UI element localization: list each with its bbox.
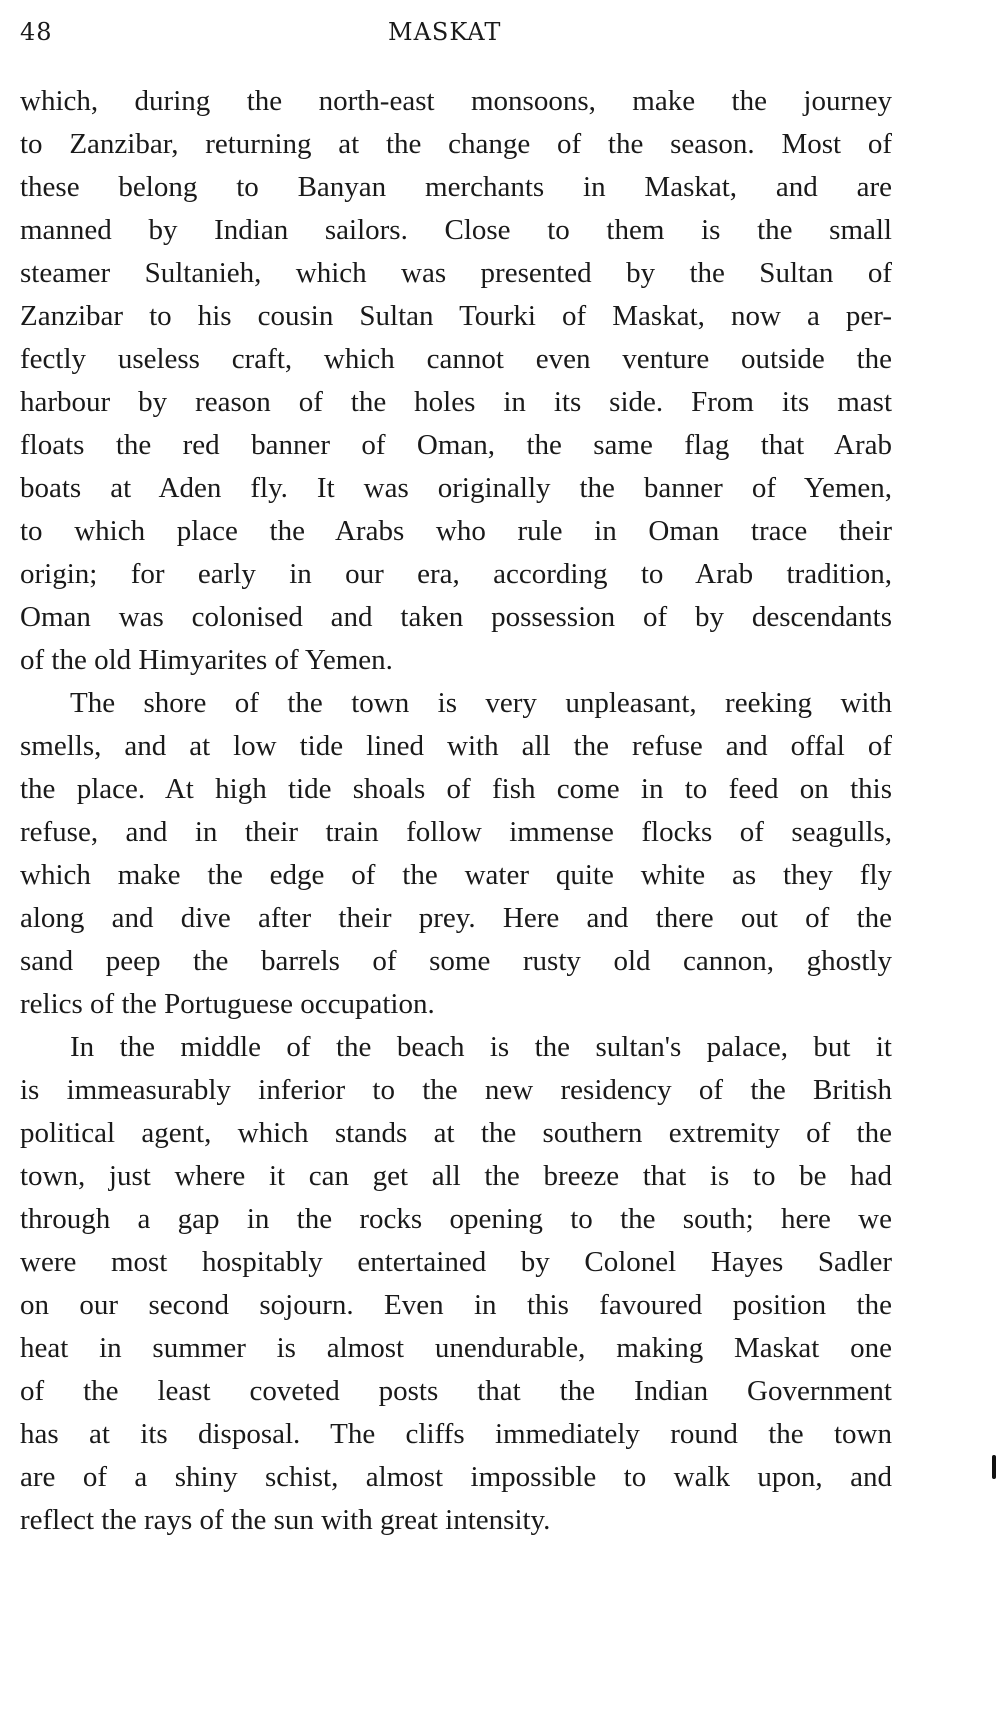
- text-line: political agent, which stands at the southern extremity of the: [20, 1117, 892, 1149]
- text-line: relics of the Portuguese occupation.: [20, 988, 435, 1020]
- text-line: the place. At high tide shoals of fish come in to feed on this: [20, 773, 892, 805]
- text-line: manned by Indian sailors. Close to them is the small: [20, 214, 892, 246]
- text-line: reflect the rays of the sun with great intensity.: [20, 1504, 551, 1536]
- text-line: to which place the Arabs who rule in Oman trace their: [20, 515, 892, 547]
- text-line: Zanzibar to his cousin Sultan Tourki of Maskat, now a per-: [20, 300, 892, 332]
- text-line: Oman was colonised and taken possession of by descendants: [20, 601, 892, 633]
- paragraph-3: [20, 1026, 892, 1542]
- text-line: of the least coveted posts that the Indian Government: [20, 1375, 892, 1407]
- text-line: of the old Himyarites of Yemen.: [20, 644, 393, 676]
- text-line: is immeasurably inferior to the new residency of the British: [20, 1074, 892, 1106]
- paragraph-1: [20, 80, 892, 682]
- text-line: origin; for early in our era, according to Arab tradition,: [20, 558, 892, 590]
- running-head: [20, 18, 520, 52]
- text-line: sand peep the barrels of some rusty old cannon, ghostly: [20, 945, 892, 977]
- text-line: on our second sojourn. Even in this favoured position the: [20, 1289, 892, 1321]
- text-line: which make the edge of the water quite white as they fly: [20, 859, 892, 891]
- body-text: [20, 80, 892, 1542]
- text-line: heat in summer is almost unendurable, making Maskat one: [20, 1332, 892, 1364]
- text-line: along and dive after their prey. Here and there out of the: [20, 902, 892, 934]
- text-line: has at its disposal. The cliffs immediately round the town: [20, 1418, 892, 1450]
- text-line: harbour by reason of the holes in its side. From its mast: [20, 386, 892, 418]
- running-title: MASKAT: [388, 18, 502, 46]
- text-line: through a gap in the rocks opening to the south; here we: [20, 1203, 892, 1235]
- text-line: were most hospitably entertained by Colonel Hayes Sadler: [20, 1246, 892, 1278]
- page-number: 48: [20, 18, 53, 46]
- margin-mark: [992, 1455, 996, 1479]
- text-line: boats at Aden fly. It was originally the banner of Yemen,: [20, 472, 892, 504]
- text-line: floats the red banner of Oman, the same flag that Arab: [20, 429, 892, 461]
- text-line: fectly useless craft, which cannot even venture outside the: [20, 343, 892, 375]
- paragraph-2: [20, 682, 892, 1026]
- text-line: The shore of the town is very unpleasant, reeking with: [70, 687, 892, 719]
- text-line: smells, and at low tide lined with all the refuse and offal of: [20, 730, 892, 762]
- text-line: these belong to Banyan merchants in Maskat, and are: [20, 171, 892, 203]
- text-line: are of a shiny schist, almost impossible to walk upon, and: [20, 1461, 892, 1493]
- text-line: In the middle of the beach is the sultan's palace, but it: [70, 1031, 892, 1063]
- text-line: to Zanzibar, returning at the change of the season. Most of: [20, 128, 892, 160]
- text-line: steamer Sultanieh, which was presented by the Sultan of: [20, 257, 892, 289]
- text-line: refuse, and in their train follow immense flocks of seagulls,: [20, 816, 892, 848]
- text-line: which, during the north-east monsoons, make the journey: [20, 85, 892, 117]
- text-line: town, just where it can get all the breeze that is to be had: [20, 1160, 892, 1192]
